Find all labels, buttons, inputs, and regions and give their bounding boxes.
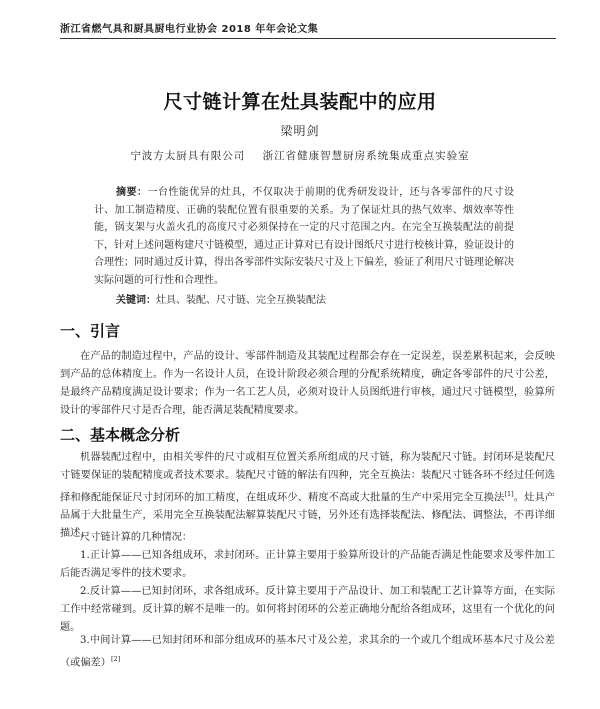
header-rule (60, 38, 556, 39)
concepts-paragraph-text: 机器装配过程中，由相关零件的尺寸或相互位置关系所组成的尺寸链，称为装配尺寸链。封闭环是装配尺寸链要保证的装配精度或者技术要求。装配尺寸链的解法有四种，完全互换法：装配尺寸链各环不经过任何选择和修配能保证尺寸封闭环的加工精度，在组成环少、精度不高或大批量的生产中采用完全互换法 (60, 452, 555, 504)
keywords-text: 灶具、装配、尺寸链、完全互换装配法 (156, 295, 326, 306)
abstract (94, 184, 514, 289)
intermediate-calculation-text: 3.中间计算——已知封闭环和部分组成环的基本尺寸及公差，求其余的一个或几个组成环基本尺寸及公差（或偏差） (60, 635, 555, 669)
inverse-calculation-item: 2.反计算——已知封闭环，求各组成环。反计算主要用于产品设计、加工和装配工艺计算等方面，在实际工作中经常碰到。反计算的解不是唯一的。如何将封闭环的公差正确地分配给各组成环，这里有一个优化的问题。 (60, 586, 555, 633)
running-header: 浙江省燃气具和厨具厨电行业协会 2018 年年会论文集 (60, 24, 319, 35)
abstract-text: 一台性能优异的灶具，不仅取决于前期的优秀研发设计，还与各零部件的尺寸设计、加工制造精度、正确的装配位置有很重要的关系。为了保证灶具的热气效率、烟效率等性能，锅支架与火盖火孔的高度尺寸必须保持在一定的尺寸范围之内。在完全互换装配法的前提下，针对上述问题构建尺寸链模型，通过正计算对已有设计图纸尺寸进行校核计算，验证设计的合理性；同时通过反计算，得出各零部件实际安装尺寸及上下偏差，验证了利用尺寸链理论解决实际问题的可行性和合理性。 (94, 187, 515, 286)
intermediate-calculation-item (60, 632, 555, 672)
keywords-label: 关键词： (116, 295, 156, 306)
intro-paragraph: 在产品的制造过程中，产品的设计、零部件制造及其装配过程都会存在一定误差，误差累积起来，会反映到产品的总体精度上。作为一名设计人员，在设计阶段必须合理的分配系统精度，确定各零部件的尺寸公差，是最终产品精度满足设计要求；作为一名工艺人员，必须对设计人员图纸进行审核，通过尺寸链模型，验算所设计的零部件尺寸是否合理，能否满足装配精度要求。 (60, 351, 555, 416)
author-affiliation: 宁波方太厨具有限公司 浙江省健康智慧厨房系统集成重点实验室 (130, 150, 470, 162)
citation-ref-2: [2] (110, 655, 121, 663)
section-heading-introduction: 一、引言 (60, 322, 121, 340)
forward-calculation-item: 1.正计算——已知各组成环，求封闭环。正计算主要用于验算所设计的产品能否满足性能要求及零件加工后能否满足零件的技术要求。 (60, 550, 555, 579)
paper-title: 尺寸链计算在灶具装配中的应用 (163, 91, 437, 113)
citation-ref-1: [1] (504, 490, 514, 498)
calc-cases-intro: 尺寸链计算的几种情况： (80, 532, 193, 543)
concepts-paragraph-tail: 。灶具产品属于大批量生产，采用完全互换装配法解算装配尺寸链，另外还有选择装配法、修配法、调整法，不再详细描述。 (60, 492, 555, 540)
author-name: 梁明剑 (280, 124, 320, 138)
keywords (116, 294, 516, 308)
section-heading-concepts: 二、基本概念分析 (60, 426, 181, 444)
abstract-label: 摘要： (116, 187, 148, 198)
